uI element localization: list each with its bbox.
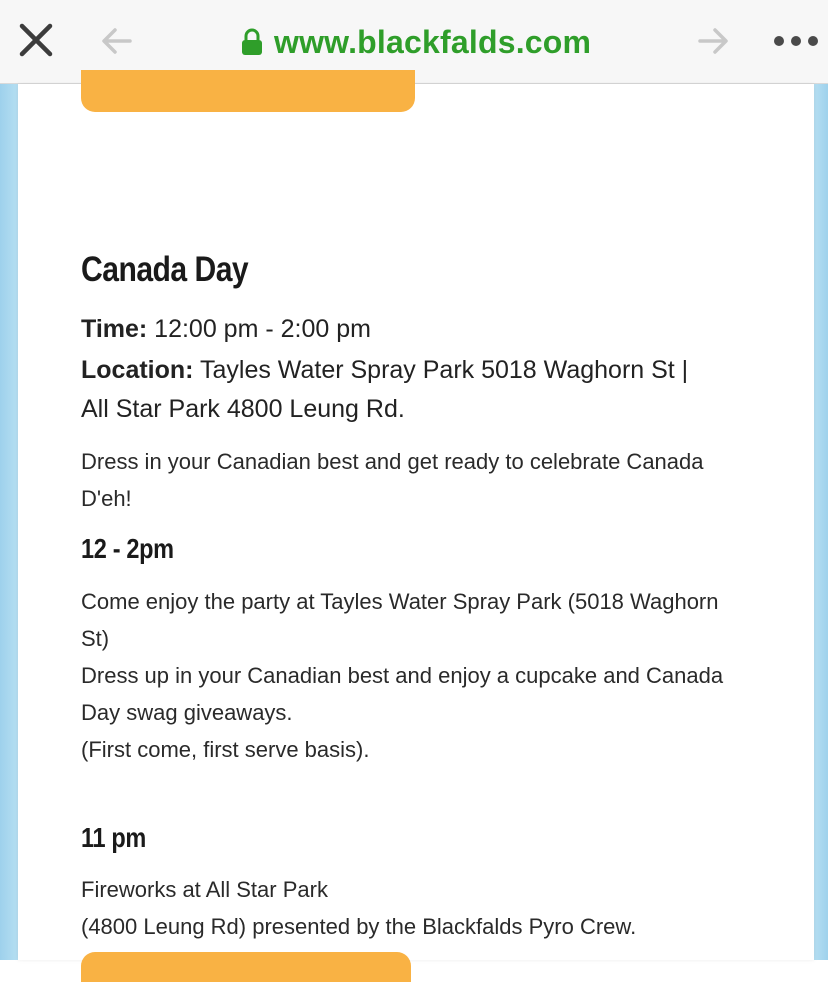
top-orange-button[interactable] xyxy=(81,70,415,112)
arrow-right-icon[interactable] xyxy=(696,24,730,58)
event-time xyxy=(81,315,371,344)
section-body-afternoon xyxy=(81,583,761,768)
intro-line-2: D'eh! xyxy=(81,486,132,511)
event-intro xyxy=(81,443,761,517)
close-icon[interactable] xyxy=(18,22,54,58)
section-heading-fireworks: 11 pm xyxy=(81,822,147,853)
section-heading-afternoon: 12 - 2pm xyxy=(81,533,174,564)
afternoon-line-5: (First come, first serve basis). xyxy=(81,737,370,762)
address-bar[interactable] xyxy=(240,20,591,64)
fireworks-line-1: Fireworks at All Star Park xyxy=(81,877,328,902)
section-body-fireworks xyxy=(81,871,761,945)
event-title: Canada Day xyxy=(81,250,249,289)
time-value: 12:00 pm - 2:00 pm xyxy=(147,315,371,343)
arrow-left-icon[interactable] xyxy=(100,24,134,58)
afternoon-line-3: Dress up in your Canadian best and enjoy a cupcake and Canada xyxy=(81,663,724,688)
time-label: Time: xyxy=(81,315,148,343)
intro-line-1: Dress in your Canadian best and get ready to celebrate Canada xyxy=(81,449,704,474)
location-value-line2: All Star Park 4800 Leung Rd. xyxy=(81,395,405,423)
afternoon-line-4: Day swag giveaways. xyxy=(81,700,293,725)
url-text: www.blackfalds.com xyxy=(274,23,592,60)
bottom-orange-button[interactable] xyxy=(81,952,411,982)
fireworks-line-2: (4800 Leung Rd) presented by the Blackfalds Pyro Crew. xyxy=(81,914,637,939)
more-horizontal-icon[interactable] xyxy=(772,32,820,50)
lock-icon xyxy=(240,28,264,56)
location-label: Location: xyxy=(81,356,194,384)
location-value-line1: Tayles Water Spray Park 5018 Waghorn St | xyxy=(193,356,689,384)
afternoon-line-1: Come enjoy the party at Tayles Water Spray Park (5018 Waghorn xyxy=(81,589,719,614)
afternoon-line-2: St) xyxy=(81,626,110,651)
event-location xyxy=(81,356,688,385)
